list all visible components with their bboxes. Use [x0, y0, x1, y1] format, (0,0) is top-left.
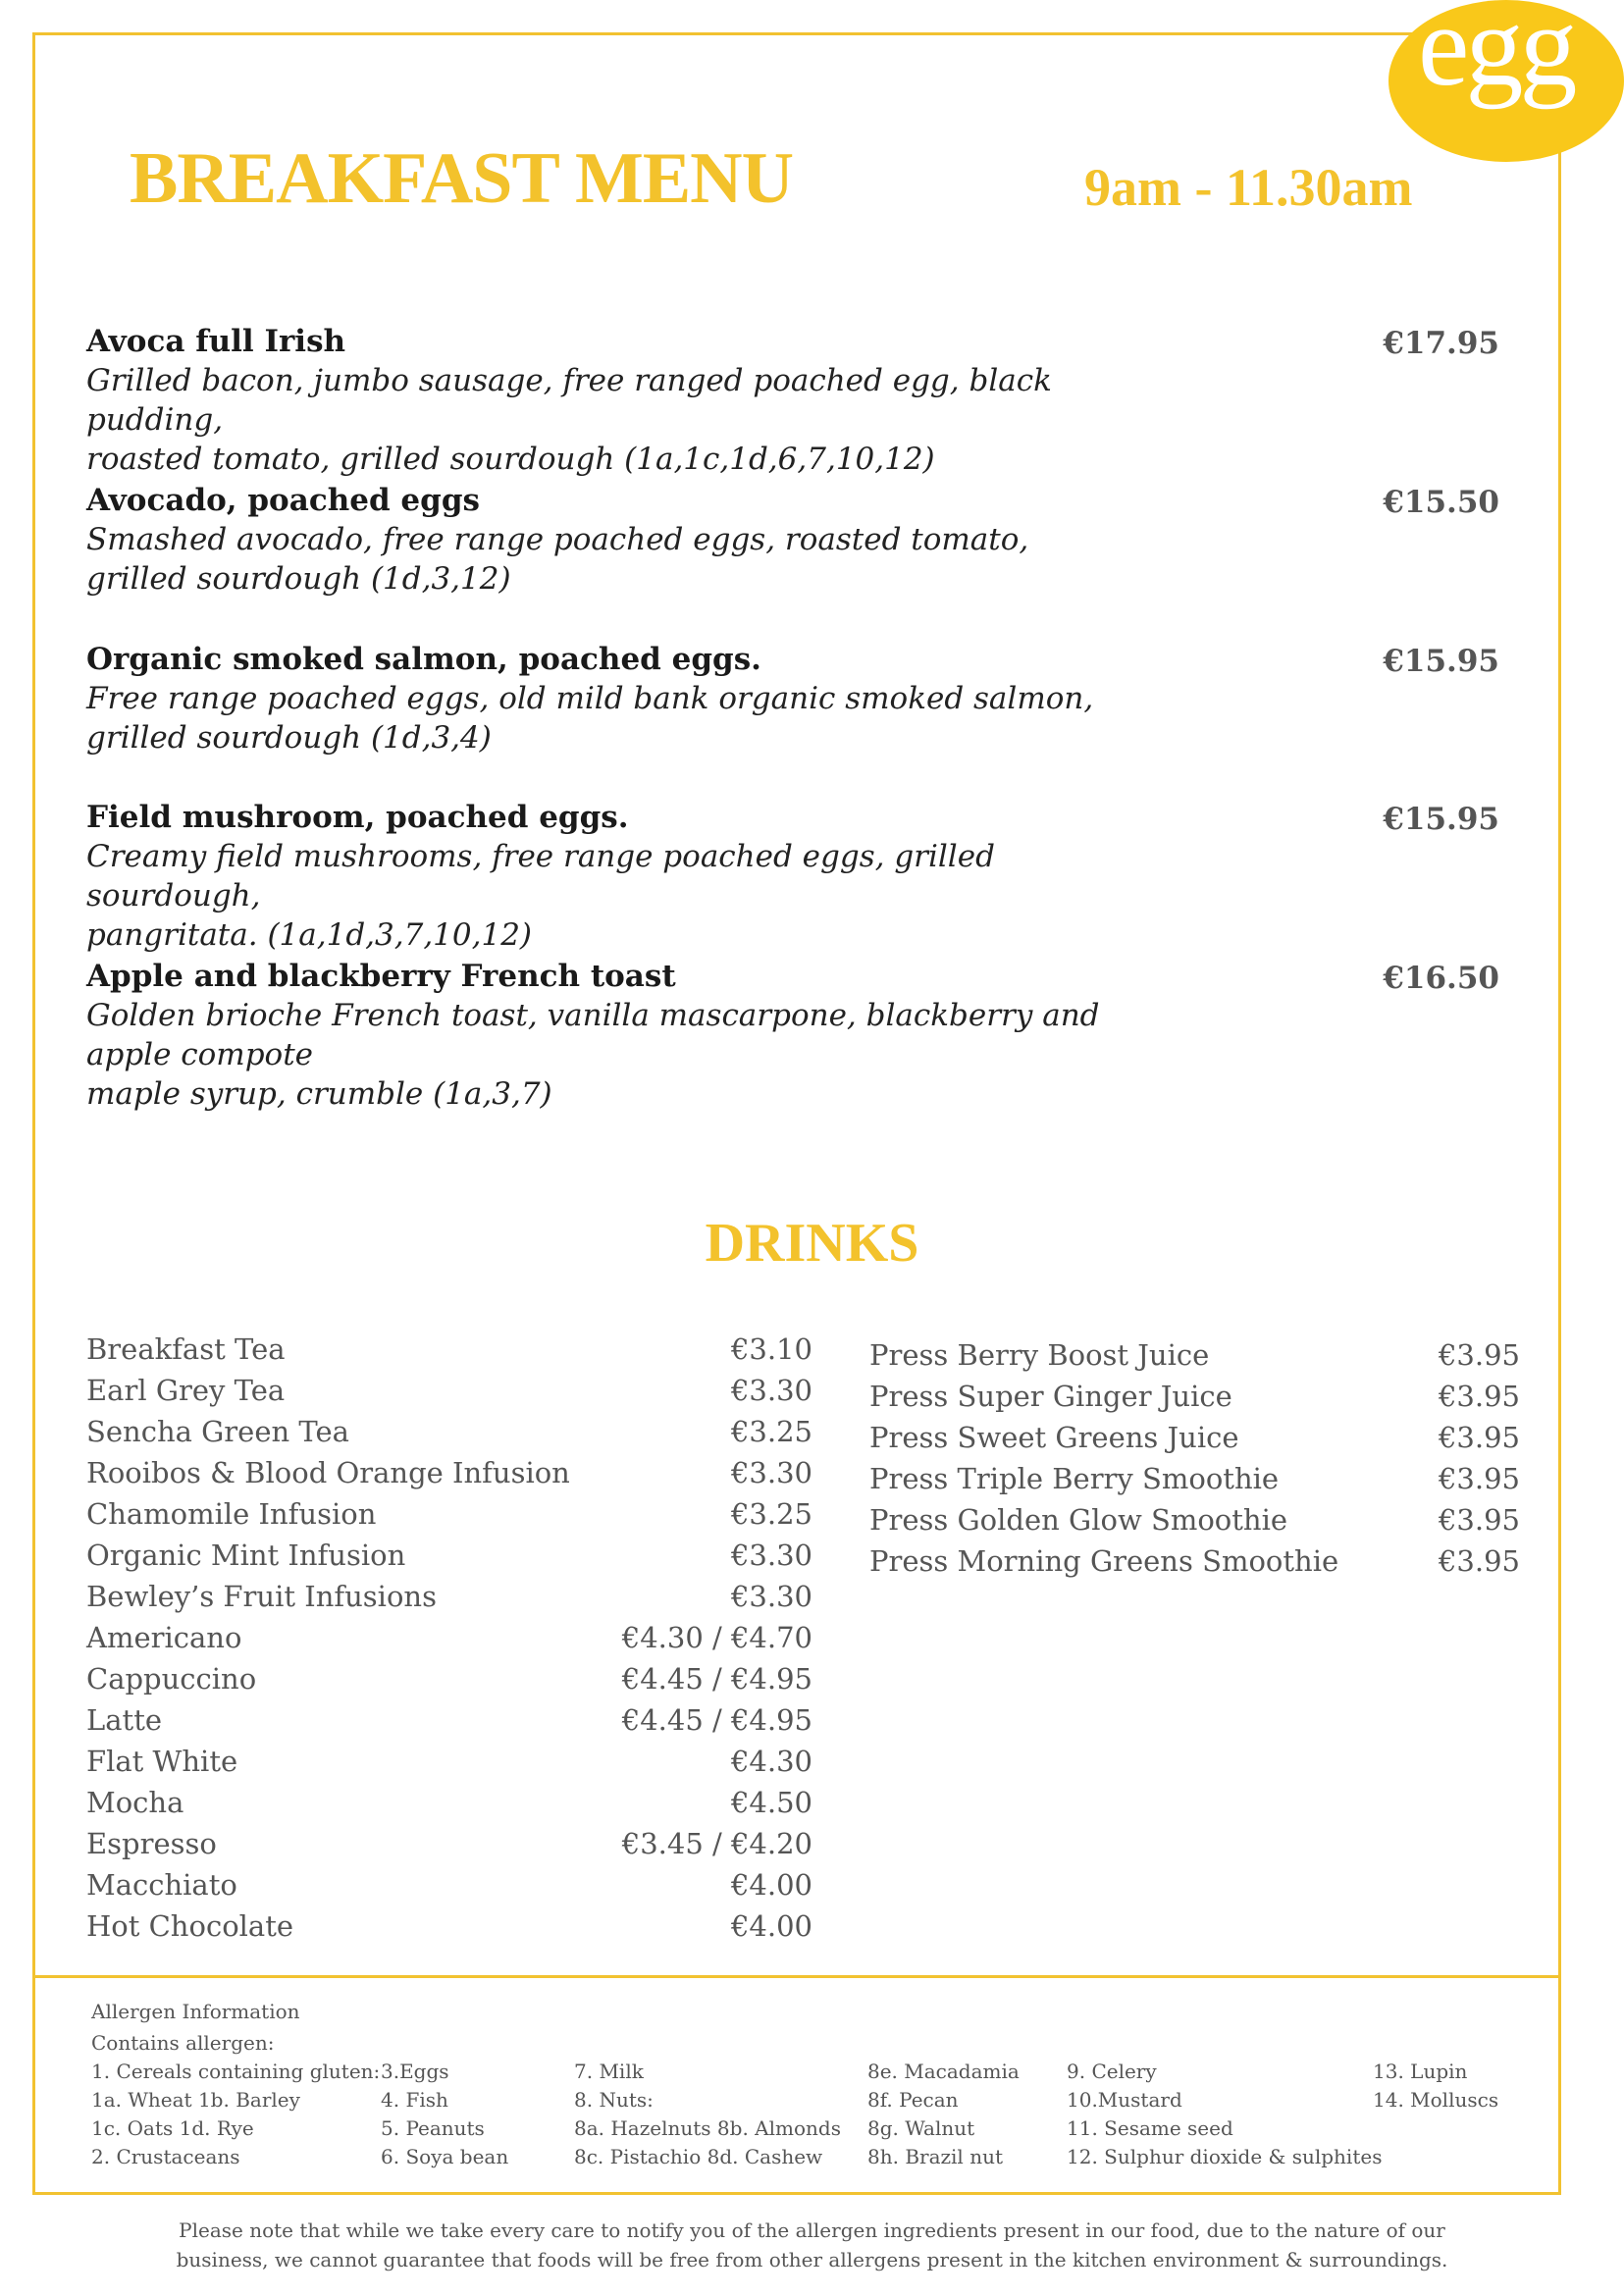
allergen-heading: Allergen Information: [91, 2000, 300, 2023]
item-price: €16.50: [1383, 961, 1499, 996]
drink-row: [869, 1544, 1520, 1586]
drink-row: [86, 1827, 812, 1868]
page-title: BREAKFAST MENU: [130, 138, 794, 219]
drink-name: Latte: [86, 1703, 163, 1737]
item-description: grilled sourdough (1d,3,12): [86, 561, 511, 597]
item-name: Organic smoked salmon, poached eggs.: [86, 642, 761, 677]
drink-row: [86, 1580, 812, 1621]
drink-row: [86, 1332, 812, 1374]
drink-name: Earl Grey Tea: [86, 1374, 286, 1407]
allergen-column: [574, 2058, 841, 2171]
item-description: maple syrup, crumble (1a,3,7): [86, 1076, 552, 1112]
drink-name: Press Berry Boost Juice: [869, 1338, 1210, 1372]
item-price: €17.95: [1383, 326, 1499, 361]
drink-price: €3.95: [1438, 1544, 1520, 1578]
allergen-entry: 8f. Pecan: [867, 2088, 959, 2112]
drink-price: €3.30: [730, 1580, 812, 1613]
allergen-entry: 9. Celery: [1067, 2060, 1157, 2083]
drink-price: €4.00: [730, 1868, 812, 1902]
menu-item: [86, 957, 1499, 1114]
drink-price: €4.45 / €4.95: [621, 1703, 812, 1737]
allergen-column: [1373, 2058, 1498, 2114]
item-description: roasted tomato, grilled sourdough (1a,1c,1d,6,7,10,12): [86, 442, 935, 477]
drink-price: €3.95: [1438, 1462, 1520, 1495]
logo-text: egg: [1418, 0, 1574, 110]
drink-row: [869, 1421, 1520, 1462]
allergen-entry: 12. Sulphur dioxide & sulphites: [1067, 2145, 1383, 2168]
drink-price: €3.30: [730, 1539, 812, 1572]
drink-name: Flat White: [86, 1745, 238, 1778]
drink-name: Americano: [86, 1621, 242, 1654]
drink-name: Press Morning Greens Smoothie: [869, 1544, 1339, 1578]
menu-item: [86, 481, 1499, 599]
drink-row: [869, 1462, 1520, 1503]
allergen-entry: 10.Mustard: [1067, 2088, 1182, 2112]
allergen-entry: 8h. Brazil nut: [867, 2145, 1003, 2168]
drink-price: €4.30: [730, 1745, 812, 1778]
drink-price: €4.45 / €4.95: [621, 1662, 812, 1696]
allergen-divider: [35, 1975, 1558, 1978]
allergen-entry: 13. Lupin: [1373, 2060, 1468, 2083]
drink-row: [86, 1868, 812, 1909]
allergen-entry: 8g. Walnut: [867, 2116, 975, 2140]
drink-price: €3.95: [1438, 1380, 1520, 1413]
drink-name: Hot Chocolate: [86, 1909, 294, 1943]
allergen-entry: 8. Nuts:: [574, 2088, 654, 2112]
drink-name: Macchiato: [86, 1868, 237, 1902]
disclaimer-line: Please note that while we take every care to notify you of the allergen ingredients present in our food, due to the nature of our: [179, 2218, 1445, 2242]
allergen-column: [1067, 2058, 1382, 2171]
drink-row: [86, 1539, 812, 1580]
drink-name: Press Super Ginger Juice: [869, 1380, 1232, 1413]
drink-name: Press Sweet Greens Juice: [869, 1421, 1239, 1454]
item-description: Golden brioche French toast, vanilla mascarpone, blackberry and apple compote: [86, 998, 1100, 1072]
drink-row: [869, 1338, 1520, 1380]
item-price: €15.95: [1383, 802, 1499, 837]
allergen-entry: 8c. Pistachio 8d. Cashew: [574, 2145, 823, 2168]
drink-row: [86, 1415, 812, 1456]
item-name: Field mushroom, poached eggs.: [86, 800, 629, 835]
disclaimer-line: business, we cannot guarantee that foods will be free from other allergens present in the kitchen environment & surroundings.: [176, 2248, 1448, 2271]
allergen-entry: 14. Molluscs: [1373, 2088, 1499, 2112]
allergen-entry: 11. Sesame seed: [1067, 2116, 1233, 2140]
allergen-entry: 5. Peanuts: [381, 2116, 485, 2140]
drink-row: [869, 1503, 1520, 1544]
drink-price: €3.25: [730, 1497, 812, 1531]
drink-name: Press Golden Glow Smoothie: [869, 1503, 1288, 1537]
item-description: Creamy field mushrooms, free range poached eggs, grilled sourdough,: [86, 839, 995, 913]
drink-price: €3.30: [730, 1456, 812, 1489]
drink-name: Cappuccino: [86, 1662, 257, 1696]
drink-name: Sencha Green Tea: [86, 1415, 349, 1448]
drink-row: [86, 1374, 812, 1415]
allergen-entry: 1c. Oats 1d. Rye: [91, 2116, 254, 2140]
allergen-column: [91, 2058, 380, 2171]
drink-row: [86, 1909, 812, 1951]
drink-row: [86, 1497, 812, 1539]
drink-name: Rooibos & Blood Orange Infusion: [86, 1456, 570, 1489]
drink-name: Breakfast Tea: [86, 1332, 286, 1366]
item-price: €15.50: [1383, 485, 1499, 520]
drink-price: €3.95: [1438, 1503, 1520, 1537]
drink-name: Bewley’s Fruit Infusions: [86, 1580, 437, 1613]
drink-name: Organic Mint Infusion: [86, 1539, 406, 1572]
drink-row: [86, 1745, 812, 1786]
item-name: Avoca full Irish: [86, 324, 346, 359]
item-description: Smashed avocado, free range poached eggs, roasted tomato,: [86, 522, 1029, 557]
allergen-entry: 1. Cereals containing gluten:: [91, 2060, 381, 2083]
allergen-entry: 6. Soya bean: [381, 2145, 509, 2168]
drinks-title: DRINKS: [705, 1213, 919, 1274]
drink-price: €4.50: [730, 1786, 812, 1819]
drink-price: €3.95: [1438, 1421, 1520, 1454]
allergen-column: [381, 2058, 508, 2171]
allergen-column: [867, 2058, 1020, 2171]
drink-price: €3.30: [730, 1374, 812, 1407]
drink-row: [86, 1786, 812, 1827]
drink-name: Press Triple Berry Smoothie: [869, 1462, 1280, 1495]
allergen-entry: 1a. Wheat 1b. Barley: [91, 2088, 300, 2112]
allergen-entry: 8e. Macadamia: [867, 2060, 1020, 2083]
item-description: Free range poached eggs, old mild bank organic smoked salmon,: [86, 681, 1094, 716]
drinks-list-juices: [869, 1338, 1520, 1586]
item-name: Avocado, poached eggs: [86, 483, 480, 518]
item-description: pangritata. (1a,1d,3,7,10,12): [86, 917, 533, 953]
allergen-entry: 2. Crustaceans: [91, 2145, 240, 2168]
item-price: €15.95: [1383, 644, 1499, 679]
drink-row: [869, 1380, 1520, 1421]
menu-item: [86, 640, 1499, 757]
drink-row: [86, 1621, 812, 1662]
drink-price: €3.10: [730, 1332, 812, 1366]
drinks-list-hot: [86, 1332, 812, 1951]
drink-name: Chamomile Infusion: [86, 1497, 377, 1531]
serving-hours: 9am - 11.30am: [1084, 158, 1413, 217]
drink-price: €3.95: [1438, 1338, 1520, 1372]
drink-name: Espresso: [86, 1827, 217, 1860]
drink-price: €3.25: [730, 1415, 812, 1448]
drink-name: Mocha: [86, 1786, 184, 1819]
item-description: Grilled bacon, jumbo sausage, free ranged poached egg, black pudding,: [86, 363, 1052, 438]
allergen-entry: 8a. Hazelnuts 8b. Almonds: [574, 2116, 841, 2140]
allergen-subheading: Contains allergen:: [91, 2031, 275, 2055]
allergen-disclaimer: [0, 2216, 1624, 2274]
drink-price: €4.00: [730, 1909, 812, 1943]
allergen-entry: 3.Eggs: [381, 2060, 449, 2083]
drink-price: €3.45 / €4.20: [621, 1827, 812, 1860]
drink-row: [86, 1662, 812, 1703]
item-name: Apple and blackberry French toast: [86, 959, 676, 994]
allergen-entry: 7. Milk: [574, 2060, 644, 2083]
menu-item: [86, 322, 1499, 479]
allergen-entry: 4. Fish: [381, 2088, 448, 2112]
drink-row: [86, 1703, 812, 1745]
drink-row: [86, 1456, 812, 1497]
menu-item: [86, 798, 1499, 955]
item-description: grilled sourdough (1d,3,4): [86, 720, 492, 756]
drink-price: €4.30 / €4.70: [621, 1621, 812, 1654]
